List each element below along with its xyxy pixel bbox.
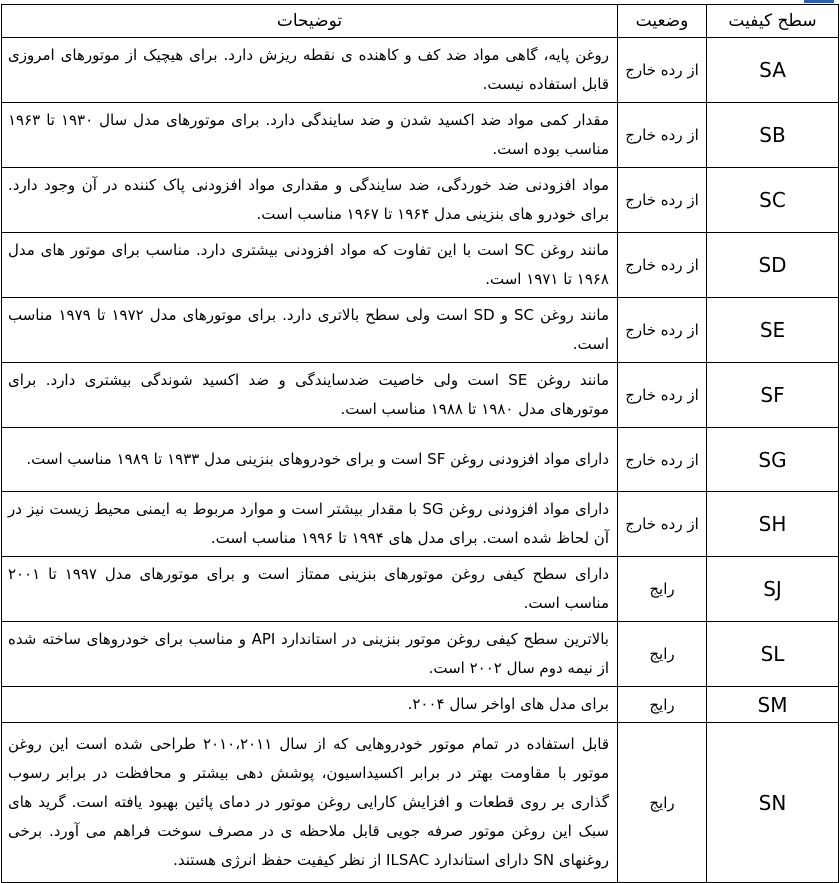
table-row [2, 233, 839, 298]
table-row [2, 622, 839, 687]
header-level: سطح کیفیت [707, 5, 839, 38]
description-cell: مانند روغن SC و SD است ولی سطح بالاتری دارد. برای موتورهای مدل ۱۹۷۲ تا ۱۹۷۹ مناسب است. [2, 298, 618, 363]
table-row [2, 168, 839, 233]
header-status: وضعیت [618, 5, 707, 38]
table-row [2, 557, 839, 622]
status-cell: از رده خارج [618, 492, 707, 557]
description-cell: دارای سطح کیفی روغن موتورهای بنزینی ممتاز است و برای موتورهای مدل ۱۹۹۷ تا ۲۰۰۱ مناسب است. [2, 557, 618, 622]
status-cell: رایج [618, 687, 707, 723]
oil-quality-table [1, 4, 839, 883]
description-cell: برای مدل های اواخر سال ۲۰۰۴. [2, 687, 618, 723]
table-row [2, 298, 839, 363]
table-row [2, 492, 839, 557]
description-cell: دارای مواد افزودنی روغن SF است و برای خودروهای بنزینی مدل ۱۹۳۳ تا ۱۹۸۹ مناسب است. [2, 428, 618, 492]
level-cell: SB [707, 103, 839, 168]
level-cell: SH [707, 492, 839, 557]
status-cell: از رده خارج [618, 363, 707, 428]
level-cell: SL [707, 622, 839, 687]
level-cell: SJ [707, 557, 839, 622]
status-cell: از رده خارج [618, 168, 707, 233]
level-cell: SM [707, 687, 839, 723]
level-cell: SE [707, 298, 839, 363]
description-cell: بالاترین سطح کیفی روغن موتور بنزینی در استاندارد API و مناسب برای خودروهای ساخته شده از نیمه دوم سال ۲۰۰۲ است. [2, 622, 618, 687]
status-cell: از رده خارج [618, 103, 707, 168]
table-header-row [2, 5, 839, 38]
description-cell: روغن پایه، گاهی مواد ضد کف و کاهنده ی نقطه ریزش دارد. برای هیچیک از موتورهای امروزی قابل استفاده نیست. [2, 38, 618, 103]
top-accent-bar [804, 0, 834, 3]
status-cell: رایج [618, 622, 707, 687]
status-cell: از رده خارج [618, 428, 707, 492]
table-row [2, 103, 839, 168]
description-cell: مانند روغن SE است ولی خاصیت ضدسایندگی و ضد اکسید شوندگی بیشتری دارد. برای موتورهای مدل ۱۹۸۰ تا ۱۹۸۸ مناسب است. [2, 363, 618, 428]
level-cell: SA [707, 38, 839, 103]
table-row [2, 687, 839, 723]
description-cell: مانند روغن SC است با این تفاوت که مواد افزودنی بیشتری دارد. مناسب برای موتور های مدل ۱۹۶۸ تا ۱۹۷۱ است. [2, 233, 618, 298]
level-cell: SG [707, 428, 839, 492]
description-cell: مقدار کمی مواد ضد اکسید شدن و ضد سایندگی دارد. برای موتورهای مدل سال ۱۹۳۰ تا ۱۹۶۳ مناسب بوده است. [2, 103, 618, 168]
status-cell: رایج [618, 723, 707, 883]
level-cell: SN [707, 723, 839, 883]
level-cell: SD [707, 233, 839, 298]
status-cell: رایج [618, 557, 707, 622]
level-cell: SC [707, 168, 839, 233]
description-cell: دارای مواد افزودنی روغن SG با مقدار بیشتر است و موارد مربوط به ایمنی محیط زیست نیز در آن لحاظ شده است. برای مدل های ۱۹۹۴ تا ۱۹۹۶ مناسب است. [2, 492, 618, 557]
status-cell: از رده خارج [618, 38, 707, 103]
status-cell: از رده خارج [618, 298, 707, 363]
table-row [2, 723, 839, 883]
table-row [2, 363, 839, 428]
description-cell: قابل استفاده در تمام موتور خودروهایی که از سال ۲۰۱۰،۲۰۱۱ طراحی شده است این روغن موتور با مقاومت بهتر در برابر اکسیداسیون، پوشش دهی بیشتر و محافظت در برابر رسوب گذاری بر روی قطعات و افزایش کارایی روغن موتور در دمای پائین بهبود یافته است. گرید های سبک این روغن موتور صرفه جویی قابل ملاحظه ی در مصرف سوخت فراهم می آورد. برخی روغنهای SN دارای استاندارد ILSAC از نظر کیفیت حفظ انرژی هستند. [2, 723, 618, 883]
level-cell: SF [707, 363, 839, 428]
status-cell: از رده خارج [618, 233, 707, 298]
table-row [2, 428, 839, 492]
description-cell: مواد افزودنی ضد خوردگی، ضد سایندگی و مقداری مواد افزودنی پاک کننده در آن وجود دارد. برای خودرو های بنزینی مدل ۱۹۶۴ تا ۱۹۶۷ مناسب است. [2, 168, 618, 233]
table-row [2, 38, 839, 103]
header-description: توضیحات [2, 5, 618, 38]
